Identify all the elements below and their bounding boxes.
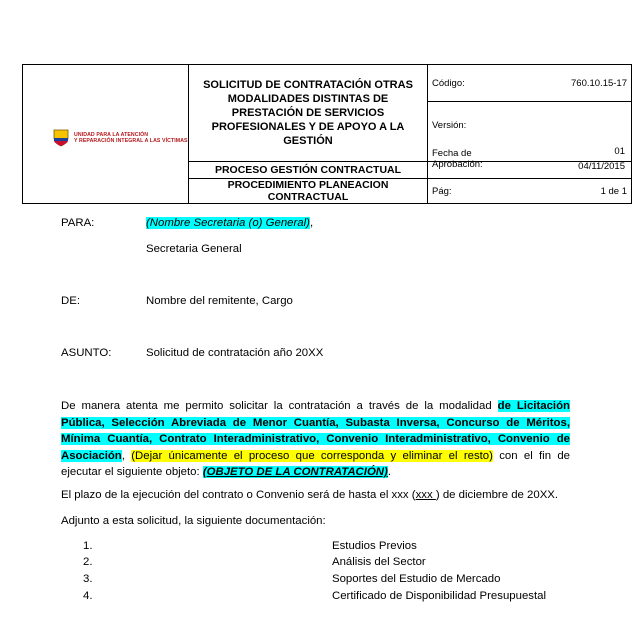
list-item-4: Certificado de Disponibilidad Presupuestal bbox=[332, 590, 547, 602]
process-name: PROCESO GESTIÓN CONTRACTUAL bbox=[189, 162, 428, 179]
pag-label: Pág: bbox=[432, 185, 452, 197]
para-comma: , bbox=[309, 217, 314, 229]
list-number-3: 3. bbox=[83, 573, 93, 585]
codigo-cell bbox=[428, 65, 632, 102]
shield-icon bbox=[53, 129, 69, 147]
version-label: Versión: bbox=[432, 120, 467, 131]
pag-cell bbox=[428, 179, 632, 204]
para-value: (Nombre Secretaria (o) General) bbox=[146, 217, 310, 229]
p1-comma: , bbox=[121, 449, 125, 462]
p1-start: De manera atenta me permito solicitar la contratación a través de la modalidad bbox=[61, 400, 498, 412]
fecha-label-1: Fecha de bbox=[432, 148, 472, 159]
p2-start: El plazo de la ejecución del contrato o Convenio será de hasta el xxx ( bbox=[61, 489, 416, 501]
fecha-value: 04/11/2015 bbox=[578, 161, 625, 172]
list-number-2: 2. bbox=[83, 556, 93, 568]
asunto-label: ASUNTO: bbox=[61, 347, 112, 359]
para-value-line bbox=[146, 217, 313, 229]
de-label: DE: bbox=[61, 295, 80, 307]
request-paragraph bbox=[61, 398, 570, 481]
p1-instruction: (Dejar únicamente el proceso que corresponda y eliminar el resto) bbox=[131, 449, 493, 462]
logo-cell bbox=[23, 65, 189, 204]
document-header-table bbox=[22, 64, 632, 204]
attachments-intro: Adjunto a esta solicitud, la siguiente documentación: bbox=[61, 515, 326, 527]
p2-end: ) de diciembre de 20XX. bbox=[435, 489, 559, 501]
term-paragraph bbox=[61, 487, 570, 504]
pag-value: 1 de 1 bbox=[600, 185, 627, 197]
list-item-1: Estudios Previos bbox=[332, 540, 417, 552]
para-label: PARA: bbox=[61, 217, 95, 229]
fecha-label-2: Aprobación: bbox=[432, 159, 483, 170]
p1-object: (OBJETO DE LA CONTRATACIÓN) bbox=[202, 466, 388, 478]
version-value: 01 bbox=[614, 146, 625, 157]
logo-line-1: UNIDAD PARA LA ATENCIÓN bbox=[74, 132, 149, 138]
codigo-value: 760.10.15-17 bbox=[571, 77, 627, 89]
p2-xxx: xxx bbox=[415, 489, 436, 501]
list-number-1: 1. bbox=[83, 540, 93, 552]
list-item-2: Análisis del Sector bbox=[332, 556, 426, 568]
logo-line-2: Y REPARACIÓN INTEGRAL A LAS VÍCTIMAS bbox=[74, 138, 188, 144]
codigo-label: Código: bbox=[432, 77, 465, 89]
fecha-cell bbox=[428, 148, 632, 179]
list-number-4: 4. bbox=[83, 590, 93, 602]
p1-modalities: de Licitación Pública, Selección Abreviada de Menor Cuantía, Subasta Inversa, Concurso de Méritos, Mínima Cuantía, Contrato Interadministrativo, Convenio Interadministrativo, Convenio de Asociación bbox=[61, 400, 571, 462]
asunto-value: Solicitud de contratación año 20XX bbox=[146, 347, 324, 359]
p1-mid: con el fin de ejecutar el siguiente objeto: bbox=[61, 449, 570, 478]
p1-end: . bbox=[387, 466, 392, 478]
organization-logo bbox=[53, 129, 188, 147]
list-item-3: Soportes del Estudio de Mercado bbox=[332, 573, 501, 585]
document-title: SOLICITUD DE CONTRATACIÓN OTRAS MODALIDADES DISTINTAS DE PRESTACIÓN DE SERVICIOS PROFESIONALES Y DE APOYO A LA GESTIÓN bbox=[189, 65, 428, 162]
procedure-name: PROCEDIMIENTO PLANEACION CONTRACTUAL bbox=[189, 179, 428, 204]
de-value: Nombre del remitente, Cargo bbox=[146, 295, 293, 307]
para-role: Secretaria General bbox=[146, 243, 242, 255]
